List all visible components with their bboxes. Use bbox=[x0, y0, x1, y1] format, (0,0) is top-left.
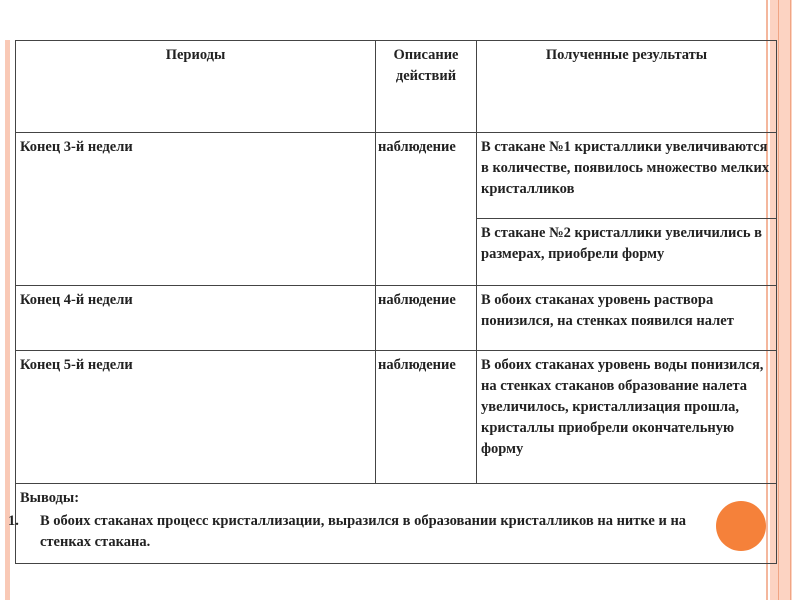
conclusions-row bbox=[16, 484, 777, 564]
table-row bbox=[16, 286, 777, 351]
list-number: 1. bbox=[8, 513, 19, 529]
list-text: В обоих стаканах процесс кристаллизации, выразился в образовании кристалликов на нитке и на стенках стакана. bbox=[40, 513, 687, 550]
header-row bbox=[16, 41, 777, 133]
result-cell: В обоих стаканах уровень воды понизился, на стенках стаканов образование налета увеличилось, кристаллизация прошла, кристаллы приобрели окончательную форму bbox=[477, 351, 777, 484]
right-decor-line bbox=[778, 0, 779, 600]
period-cell: Конец 3-й недели bbox=[16, 133, 376, 286]
table-row bbox=[16, 133, 777, 219]
period-cell: Конец 4-й недели bbox=[16, 286, 376, 351]
result-cell: В обоих стаканах уровень раствора понизился, на стенках появился налет bbox=[477, 286, 777, 351]
header-periods: Периоды bbox=[16, 41, 376, 133]
list-item bbox=[8, 511, 772, 553]
conclusions-cell bbox=[8, 484, 777, 564]
results-table bbox=[8, 40, 777, 564]
result-cell: В стакане №2 кристаллики увеличились в размерах, приобрели форму bbox=[477, 219, 777, 286]
table-row bbox=[16, 351, 777, 484]
conclusions-list bbox=[8, 511, 772, 553]
action-cell: наблюдение bbox=[376, 286, 477, 351]
action-cell: наблюдение bbox=[376, 133, 477, 286]
header-results: Полученные результаты bbox=[477, 41, 777, 133]
conclusions-title: Выводы: bbox=[20, 490, 80, 506]
result-cell: В стакане №1 кристаллики увеличиваются в количестве, появилось множество мелких кристалликов bbox=[477, 133, 777, 219]
action-cell: наблюдение bbox=[376, 351, 477, 484]
orange-circle-decor bbox=[716, 501, 766, 551]
header-actions: Описание действий bbox=[376, 41, 477, 133]
right-decor-line bbox=[790, 0, 791, 600]
period-cell: Конец 5-й недели bbox=[16, 351, 376, 484]
